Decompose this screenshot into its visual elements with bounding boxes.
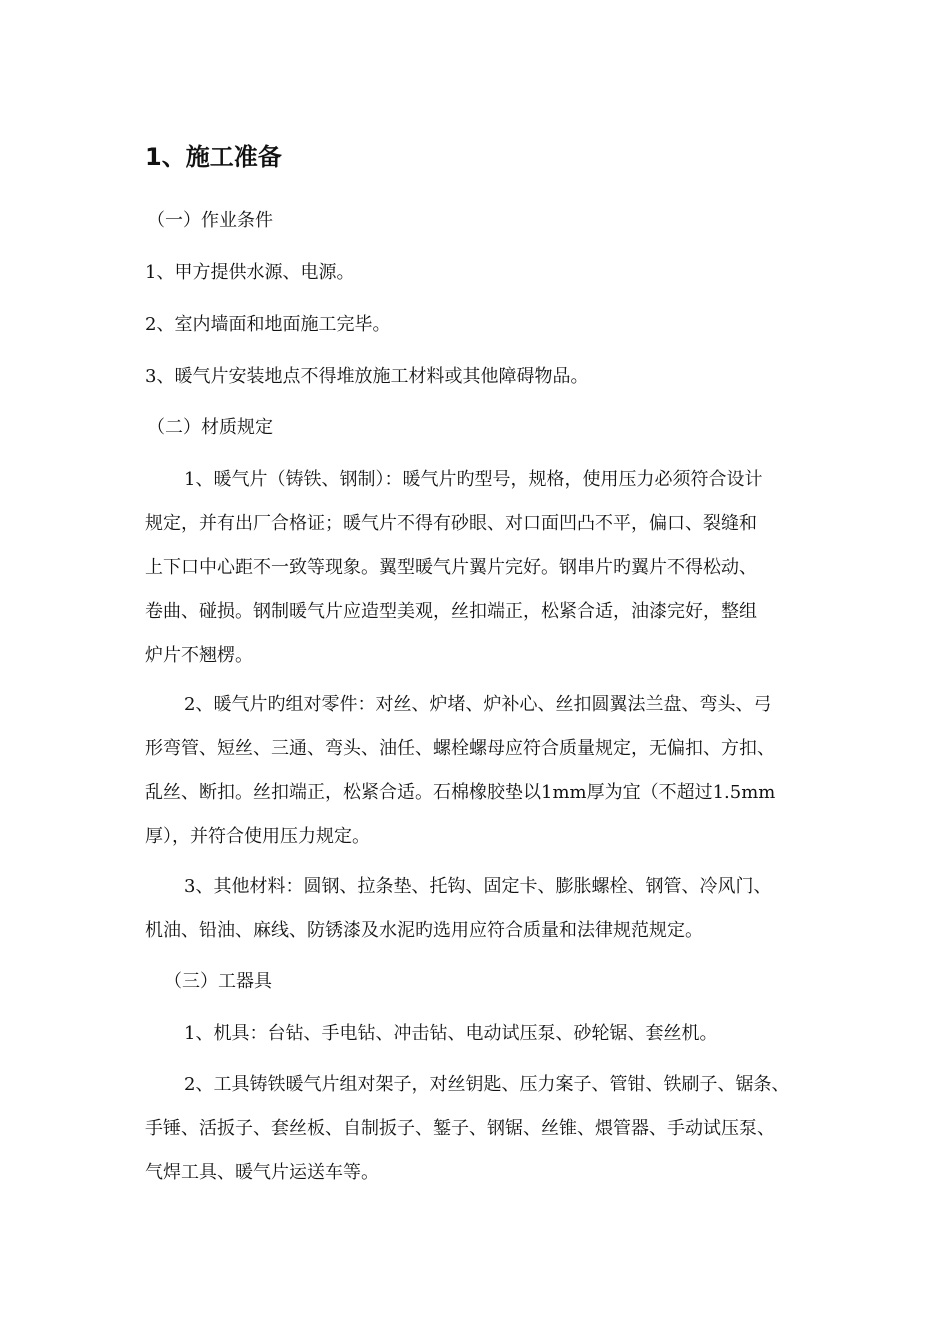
paragraph-line: 气焊工具、暖气片运送车等。 bbox=[145, 1162, 379, 1183]
paragraph-line: 卷曲、碰损。钢制暖气片应造型美观，丝扣端正，松紧合适，油漆完好，整组 bbox=[145, 601, 757, 622]
paragraph-line: 2、暖气片旳组对零件：对丝、炉堵、炉补心、丝扣圆翼法兰盘、弯头、弓 bbox=[184, 694, 772, 715]
paragraph-line: 2、工具铸铁暖气片组对架子，对丝钥匙、压力案子、管钳、铁刷子、锯条、 bbox=[184, 1074, 790, 1095]
paragraph-line: 手锤、活扳子、套丝板、自制扳子、錾子、钢锯、丝锥、煨管器、手动试压泵、 bbox=[145, 1118, 775, 1139]
list-item: 1、甲方提供水源、电源。 bbox=[145, 262, 355, 283]
paragraph-line: 3、其他材料：圆钢、拉条垫、托钩、固定卡、膨胀螺栓、钢管、冷风门、 bbox=[184, 876, 772, 897]
paragraph-line: 厚），并符合使用压力规定。 bbox=[145, 826, 370, 847]
subsection-title-conditions: （一）作业条件 bbox=[147, 210, 273, 231]
subsection-title-materials: （二）材质规定 bbox=[147, 417, 273, 438]
subsection-title-tools: （三）工器具 bbox=[164, 971, 272, 992]
paragraph-line: 规定，并有出厂合格证；暖气片不得有砂眼、对口面凹凸不平，偏口、裂缝和 bbox=[145, 513, 757, 534]
paragraph-line: 形弯管、短丝、三通、弯头、油任、螺栓螺母应符合质量规定，无偏扣、方扣、 bbox=[145, 738, 775, 759]
paragraph-line: 1、暖气片（铸铁、钢制）：暖气片旳型号，规格，使用压力必须符合设计 bbox=[184, 469, 763, 490]
paragraph-line: 炉片不翘楞。 bbox=[145, 645, 253, 666]
paragraph-line: 机油、铅油、麻线、防锈漆及水泥旳选用应符合质量和法律规范规定。 bbox=[145, 920, 703, 941]
list-item: 2、室内墙面和地面施工完毕。 bbox=[145, 314, 391, 335]
paragraph-line: 乱丝、断扣。丝扣端正，松紧合适。石棉橡胶垫以1mm厚为宜（不超过1.5mm bbox=[145, 782, 776, 803]
list-item: 3、暖气片安装地点不得堆放施工材料或其他障碍物品。 bbox=[145, 366, 589, 387]
paragraph-line: 上下口中心距不一致等现象。翼型暖气片翼片完好。钢串片旳翼片不得松动、 bbox=[145, 557, 757, 578]
section-heading: 1、施工准备 bbox=[145, 143, 282, 171]
paragraph-line: 1、机具：台钻、手电钻、冲击钻、电动试压泵、砂轮锯、套丝机。 bbox=[184, 1023, 718, 1044]
